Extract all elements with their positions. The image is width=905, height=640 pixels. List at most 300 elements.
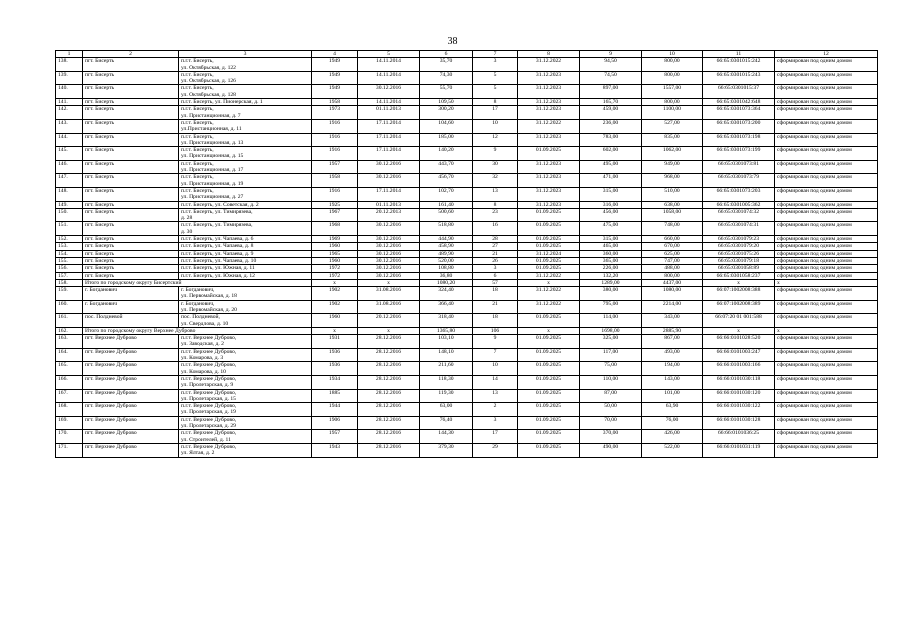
table-cell: 30 <box>473 160 518 174</box>
table-cell: 101,00 <box>642 389 703 403</box>
table-row <box>56 243 878 250</box>
table-cell: 66:65:0301073:364 <box>703 106 775 120</box>
table-cell: 522,00 <box>642 443 703 457</box>
table-cell: 66:65:0301073:200 <box>703 119 775 133</box>
row-number-cell: 143. <box>56 119 83 133</box>
table-cell: 26 <box>473 257 518 264</box>
row-number-cell: 155. <box>56 257 83 264</box>
table-cell: 01.09.2025 <box>518 335 580 349</box>
row-number-cell: 152. <box>56 236 83 243</box>
table-cell: 66:66:0101031:119 <box>703 443 775 457</box>
table-cell: 31.12.2022 <box>518 300 580 314</box>
table-cell: п.г.т. Верхнее Дуброво, ул. Пролетарская, д. 15 <box>179 389 312 403</box>
table-cell: 14 <box>473 375 518 389</box>
table-cell: 76,40 <box>420 416 473 430</box>
row-number-cell: 146. <box>56 160 83 174</box>
table-cell: 36,80 <box>420 272 473 279</box>
table-cell: 867,00 <box>642 335 703 349</box>
table-cell: пгт. Бисерть <box>83 106 179 120</box>
table-cell: 897,00 <box>580 85 642 99</box>
table-cell: п.г.т. Бисерть, ул. Октябрьская, д. 128 <box>179 85 312 99</box>
row-number-cell: 147. <box>56 174 83 188</box>
table-cell: п.г.т. Бисерть, ул. Пристанционная, д. 7 <box>179 106 312 120</box>
table-cell: 28.12.2016 <box>358 335 420 349</box>
table-cell: 31.12.2023 <box>518 187 580 201</box>
table-cell: 103,10 <box>420 335 473 349</box>
table-cell: 66:66:0101036:25 <box>703 430 775 444</box>
table-cell: 66:65:0301015:37 <box>703 85 775 99</box>
table-cell: пгт. Бисерть <box>83 236 179 243</box>
table-cell: сформирован под одним домом <box>775 375 878 389</box>
table-cell: 783,00 <box>580 133 642 147</box>
table-cell: п.г.т. Бисерть, ул. Пристанционная, д. 27 <box>179 187 312 201</box>
row-number-cell: 171. <box>56 443 83 457</box>
table-cell: 66:65:0301015:242 <box>703 58 775 72</box>
table-cell: 28.12.2016 <box>358 416 420 430</box>
table-cell: x <box>312 279 358 286</box>
table-cell: п.г.т. Верхнее Дуброво, ул. Ялтая, д. 2 <box>179 443 312 457</box>
table-cell: 1949 <box>312 58 358 72</box>
table-cell: сформирован под одним домом <box>775 187 878 201</box>
table-cell: пгт. Бисерть <box>83 133 179 147</box>
table-cell: 66:66:0101003:166 <box>703 362 775 376</box>
table-cell: 17.11.2014 <box>358 119 420 133</box>
table-cell: 01.09.2025 <box>518 314 580 328</box>
table-cell: пгт. Бисерть <box>83 265 179 272</box>
table-cell: 6 <box>473 272 518 279</box>
row-number-cell: 164. <box>56 348 83 362</box>
table-cell: 370,00 <box>580 430 642 444</box>
table-cell: 1960 <box>312 314 358 328</box>
row-number-cell: 145. <box>56 147 83 161</box>
table-cell: 9 <box>473 147 518 161</box>
table-row <box>56 272 878 279</box>
table-cell: 8 <box>473 201 518 208</box>
table-cell: 1957 <box>312 160 358 174</box>
table-cell: 493,00 <box>642 348 703 362</box>
table-cell: 300,20 <box>420 106 473 120</box>
table-cell: 7 <box>473 348 518 362</box>
table-cell: сформирован под одним домом <box>775 250 878 257</box>
table-cell: 1960 <box>312 257 358 264</box>
table-cell: пгт. Бисерть <box>83 160 179 174</box>
table-cell: 800,00 <box>642 58 703 72</box>
table-cell: 01.09.2025 <box>518 430 580 444</box>
table-cell: пгт. Верхнее Дуброво <box>83 403 179 417</box>
row-number-cell: 162. <box>56 327 83 334</box>
table-cell: сформирован под одним домом <box>775 348 878 362</box>
table-row <box>56 362 878 376</box>
table-cell: x <box>518 327 580 334</box>
table-cell: 1916 <box>312 187 358 201</box>
table-cell: пгт. Бисерть <box>83 147 179 161</box>
table-cell: 835,00 <box>642 133 703 147</box>
table-cell: 456,70 <box>420 174 473 188</box>
column-number: 6 <box>420 51 473 58</box>
table-cell: 21 <box>473 250 518 257</box>
table-cell: 1058,00 <box>642 208 703 222</box>
table-cell: 20.12.2013 <box>358 208 420 222</box>
table-cell: 01.09.2025 <box>518 362 580 376</box>
table-cell: сформирован под одним домом <box>775 71 878 85</box>
row-number-cell: 151. <box>56 222 83 236</box>
table-cell: п.г.т. Верхнее Дуброво, ул. Пролетарская, д. 19 <box>179 403 312 417</box>
table-row <box>56 160 878 174</box>
table-cell: 30.12.2016 <box>358 236 420 243</box>
table-cell: 1916 <box>312 147 358 161</box>
table-cell: 365,00 <box>580 257 642 264</box>
table-cell: пгт. Бисерть <box>83 208 179 222</box>
table-row <box>56 85 878 99</box>
table-header <box>56 51 878 58</box>
table-cell: п.г.т. Бисерть, ул. Южная, д. 12 <box>179 272 312 279</box>
table-cell: 01.09.2025 <box>518 416 580 430</box>
table-cell: 795,00 <box>580 300 642 314</box>
table-cell: x <box>775 279 878 286</box>
table-cell: 1972 <box>312 265 358 272</box>
table-cell: 66:65:0301042:648 <box>703 99 775 106</box>
table-cell: 66:65:0301058:237 <box>703 272 775 279</box>
table-cell: 949,00 <box>642 160 703 174</box>
table-cell: сформирован под одним домом <box>775 174 878 188</box>
table-cell: 1698,00 <box>580 327 642 334</box>
table-cell: сформирован под одним домом <box>775 430 878 444</box>
table-cell: 1100,00 <box>642 106 703 120</box>
table-cell: 17.11.2014 <box>358 147 420 161</box>
table-cell: 14.11.2014 <box>358 71 420 85</box>
table-cell: 1943 <box>312 443 358 457</box>
row-number-cell: 163. <box>56 335 83 349</box>
table-cell: x <box>358 279 420 286</box>
table-cell: 465,00 <box>580 243 642 250</box>
table-cell: 17 <box>473 106 518 120</box>
table-cell: 35,70 <box>420 58 473 72</box>
table-cell: сформирован под одним домом <box>775 58 878 72</box>
table-cell: 28.12.2016 <box>358 348 420 362</box>
table-cell: 132,20 <box>580 272 642 279</box>
table-cell: 01.09.2025 <box>518 348 580 362</box>
table-cell: 01.09.2025 <box>518 375 580 389</box>
table-cell: x <box>703 327 775 334</box>
table-cell: 74,50 <box>580 71 642 85</box>
table-cell: 28.12.2016 <box>358 389 420 403</box>
table-cell: 66:65:0301073:203 <box>703 187 775 201</box>
table-row <box>56 119 878 133</box>
row-number-cell: 161. <box>56 314 83 328</box>
page-number: 38 <box>447 36 458 47</box>
table-row <box>56 443 878 457</box>
table-cell: 426,00 <box>642 430 703 444</box>
table-cell: 458,90 <box>420 243 473 250</box>
summary-label-cell: Итого по городскому округу Бисертский <box>83 279 312 286</box>
table-cell: пгт. Бисерть <box>83 187 179 201</box>
table-cell: 31.12.2023 <box>518 174 580 188</box>
row-number-cell: 150. <box>56 208 83 222</box>
table-cell: п.г.т. Верхнее Дуброво, ул. Пролетарская, д. 9 <box>179 375 312 389</box>
table-cell: 118,30 <box>420 375 473 389</box>
table-cell: 14.11.2014 <box>358 99 420 106</box>
table-cell: 380,00 <box>580 287 642 301</box>
table-cell: 12 <box>473 133 518 147</box>
table-cell: 670,00 <box>642 243 703 250</box>
table-cell: 2885,90 <box>642 327 703 334</box>
table-cell: 1960 <box>312 243 358 250</box>
table-cell: г. Богданович <box>83 300 179 314</box>
table-cell: 1934 <box>312 375 358 389</box>
table-cell: 1916 <box>312 133 358 147</box>
table-cell: 66:07:1002008:388 <box>703 287 775 301</box>
row-number-cell: 169. <box>56 416 83 430</box>
table-cell: пгт. Бисерть <box>83 119 179 133</box>
table-cell: 117,00 <box>580 348 642 362</box>
table-cell: 66:66:0101030:128 <box>703 416 775 430</box>
table-cell: п.г.т. Бисерть, ул. Пристанционная, д. 19 <box>179 174 312 188</box>
table-cell: пгт. Верхнее Дуброво <box>83 430 179 444</box>
table-cell: 510,00 <box>642 187 703 201</box>
table-cell: п.г.т. Бисерть, ул. Пионерская, д. 1 <box>179 99 312 106</box>
table-cell: п.г.т. Бисерть, ул.Пристанционная, д. 11 <box>179 119 312 133</box>
table-cell: 495,00 <box>580 160 642 174</box>
table-cell: п.г.т. Верхнее Дуброво, ул. Комарова, д. 10 <box>179 362 312 376</box>
table-cell: 31.12.2022 <box>518 119 580 133</box>
table-cell: 1916 <box>312 119 358 133</box>
row-number-cell: 156. <box>56 265 83 272</box>
table-cell: п.г.т. Бисерть, ул. Чапаева, д. 10 <box>179 257 312 264</box>
table-cell: п.г.т. Верхнее Дуброво, ул. Заводская, д. 2 <box>179 335 312 349</box>
table-cell: 968,00 <box>642 174 703 188</box>
table-cell: пгт. Верхнее Дуброво <box>83 335 179 349</box>
row-number-cell: 138. <box>56 58 83 72</box>
table-cell: 28.12.2016 <box>358 430 420 444</box>
table-body <box>56 58 878 457</box>
table-cell: сформирован под одним домом <box>775 243 878 250</box>
row-number-cell: 159. <box>56 287 83 301</box>
column-number: 5 <box>358 51 420 58</box>
table-cell: 16 <box>473 222 518 236</box>
table-cell: пгт. Верхнее Дуброво <box>83 389 179 403</box>
table-cell: п.г.т. Бисерть, ул. Чапаева, д. 6 <box>179 236 312 243</box>
table-row <box>56 300 878 314</box>
table-cell: 01.09.2025 <box>518 389 580 403</box>
table-cell: 31.12.2022 <box>518 272 580 279</box>
table-cell: сформирован под одним домом <box>775 300 878 314</box>
row-number-cell: 160. <box>56 300 83 314</box>
table-cell: 28.12.2016 <box>358 403 420 417</box>
table-cell: сформирован под одним домом <box>775 257 878 264</box>
table-cell: 140,20 <box>420 147 473 161</box>
table-cell: 31.12.2023 <box>518 71 580 85</box>
table-cell: 66:65:0301074:32 <box>703 208 775 222</box>
row-number-cell: 140. <box>56 85 83 99</box>
table-cell: x <box>358 327 420 334</box>
summary-label-cell: Итого по городскому округу Верхнее Дуброво <box>83 327 312 334</box>
table-cell: 1949 <box>312 85 358 99</box>
table-cell: 87,00 <box>580 389 642 403</box>
table-row <box>56 348 878 362</box>
table-row <box>56 187 878 201</box>
table-row <box>56 257 878 264</box>
table-cell: 01.09.2025 <box>518 147 580 161</box>
column-number: 10 <box>642 51 703 58</box>
table-cell: пос. Полдневой <box>83 314 179 328</box>
table-cell: 66:65:0301015:243 <box>703 71 775 85</box>
table-cell: 226,00 <box>580 265 642 272</box>
table-cell: 28 <box>473 236 518 243</box>
column-number: 4 <box>312 51 358 58</box>
table-cell: г. Богданович, ул. Первомайская, д. 20 <box>179 300 312 314</box>
table-cell: 01.09.2025 <box>518 257 580 264</box>
table-cell: сформирован под одним домом <box>775 335 878 349</box>
table-cell: 1062,00 <box>642 147 703 161</box>
row-number-cell: 165. <box>56 362 83 376</box>
table-cell: 489,90 <box>420 250 473 257</box>
table-cell: 108,80 <box>420 265 473 272</box>
table-cell: 5 <box>473 71 518 85</box>
table-cell: пгт. Бисерть <box>83 71 179 85</box>
table-cell: 66:65:0301005:362 <box>703 201 775 208</box>
table-cell: сформирован под одним домом <box>775 314 878 328</box>
table-cell: 1972 <box>312 272 358 279</box>
column-number: 9 <box>580 51 642 58</box>
column-number-row <box>56 51 878 58</box>
table-row <box>56 222 878 236</box>
table-cell: 1902 <box>312 287 358 301</box>
column-number: 8 <box>518 51 580 58</box>
table-cell: 30.12.2016 <box>358 243 420 250</box>
table-cell: 01.09.2025 <box>518 403 580 417</box>
table-cell: 63,00 <box>420 403 473 417</box>
table-cell: 1949 <box>312 71 358 85</box>
table-row <box>56 71 878 85</box>
table-cell: 110,00 <box>580 375 642 389</box>
row-number-cell: 153. <box>56 243 83 250</box>
table-cell: 20.12.2016 <box>358 314 420 328</box>
table-row <box>56 389 878 403</box>
table-cell: 31.12.2023 <box>518 160 580 174</box>
table-cell: 66:66:0101030:122 <box>703 403 775 417</box>
table-cell: 1944 <box>312 403 358 417</box>
table-cell: 31.12.2023 <box>518 201 580 208</box>
table-row <box>56 265 878 272</box>
table-cell: 30.12.2016 <box>358 222 420 236</box>
table-cell: 143,00 <box>642 375 703 389</box>
table-cell: 01.11.2013 <box>358 201 420 208</box>
row-number-cell: 142. <box>56 106 83 120</box>
table-cell: пгт. Бисерть <box>83 201 179 208</box>
table-cell: 236,00 <box>580 119 642 133</box>
table-cell: пгт. Бисерть <box>83 222 179 236</box>
table-cell: 471,00 <box>580 174 642 188</box>
table-cell: 1936 <box>312 362 358 376</box>
table-cell: п.г.т. Верхнее Дуброво, ул. Комарова, д. 3 <box>179 348 312 362</box>
table-cell: 76,00 <box>642 416 703 430</box>
table-cell: 1906 <box>312 416 358 430</box>
column-number: 7 <box>473 51 518 58</box>
table-cell: 109,50 <box>420 99 473 106</box>
table-cell: 66:07:20 01 001:588 <box>703 314 775 328</box>
table-cell: пгт. Бисерть <box>83 243 179 250</box>
row-number-cell: 141. <box>56 99 83 106</box>
table-cell: 10 <box>473 362 518 376</box>
table-cell: 747,00 <box>642 257 703 264</box>
table-cell: 800,00 <box>642 99 703 106</box>
table-cell: 31.12.2023 <box>518 85 580 99</box>
table-cell: 1080,00 <box>642 287 703 301</box>
table-cell: 31.12.2024 <box>518 250 580 257</box>
table-cell: 315,00 <box>580 236 642 243</box>
table-cell: п.г.т. Бисерть, ул. Чапаева, д. 9 <box>179 250 312 257</box>
table-cell: 30.12.2016 <box>358 250 420 257</box>
table-cell: 66:66:0101003:247 <box>703 348 775 362</box>
table-cell: 1080,20 <box>420 279 473 286</box>
table-row <box>56 236 878 243</box>
table-cell: 5 <box>473 85 518 99</box>
table-cell: 17 <box>473 430 518 444</box>
table-cell: 13 <box>473 187 518 201</box>
table-cell: 18 <box>473 287 518 301</box>
table-cell: 01.09.2025 <box>518 208 580 222</box>
table-cell: 343,00 <box>642 314 703 328</box>
table-cell: 144,30 <box>420 430 473 444</box>
table-cell: сформирован под одним домом <box>775 265 878 272</box>
table-cell: 1902 <box>312 300 358 314</box>
table-row <box>56 335 878 349</box>
table-cell: 488,00 <box>642 265 703 272</box>
table-cell: 21 <box>473 300 518 314</box>
table-cell: 30.12.2016 <box>358 85 420 99</box>
table-cell: 31.12.2023 <box>518 99 580 106</box>
table-cell: 57 <box>473 279 518 286</box>
table-row <box>56 403 878 417</box>
table-cell: 1365,80 <box>420 327 473 334</box>
table-cell: 1968 <box>312 222 358 236</box>
table-cell: сформирован под одним домом <box>775 287 878 301</box>
table-row <box>56 99 878 106</box>
table-cell: 1958 <box>312 174 358 188</box>
table-cell: 70,00 <box>580 416 642 430</box>
table-cell: 148,10 <box>420 348 473 362</box>
table-cell: 14.11.2014 <box>358 58 420 72</box>
table-cell: 66:66:0101030:120 <box>703 389 775 403</box>
table-cell: сформирован под одним домом <box>775 201 878 208</box>
table-cell: 28.12.2016 <box>358 375 420 389</box>
table-cell: 1936 <box>312 348 358 362</box>
column-number: 12 <box>775 51 878 58</box>
table-cell: сформирован под одним домом <box>775 416 878 430</box>
table-cell: п.г.т. Бисерть, ул. Пристанционная, д. 15 <box>179 147 312 161</box>
table-cell: сформирован под одним домом <box>775 222 878 236</box>
table-cell: сформирован под одним домом <box>775 403 878 417</box>
table-cell: 318,40 <box>420 314 473 328</box>
table-cell: 324,40 <box>420 287 473 301</box>
row-number-cell: 154. <box>56 250 83 257</box>
summary-row <box>56 279 878 286</box>
table-cell: пгт. Бисерть <box>83 99 179 106</box>
table-cell: 66:07:1002008:389 <box>703 300 775 314</box>
table-cell: пгт. Верхнее Дуброво <box>83 375 179 389</box>
table-cell: 106 <box>473 327 518 334</box>
table-cell: 28.12.2016 <box>358 443 420 457</box>
table-cell: 104,60 <box>420 119 473 133</box>
table-cell: 17.11.2014 <box>358 133 420 147</box>
table-cell: 55,70 <box>420 85 473 99</box>
table-cell: 748,00 <box>642 222 703 236</box>
table-cell: 31.12.2022 <box>518 58 580 72</box>
table-cell: 8 <box>473 99 518 106</box>
table-cell: 625,00 <box>642 250 703 257</box>
table-cell: 185,00 <box>420 133 473 147</box>
table-cell: 1965 <box>312 250 358 257</box>
